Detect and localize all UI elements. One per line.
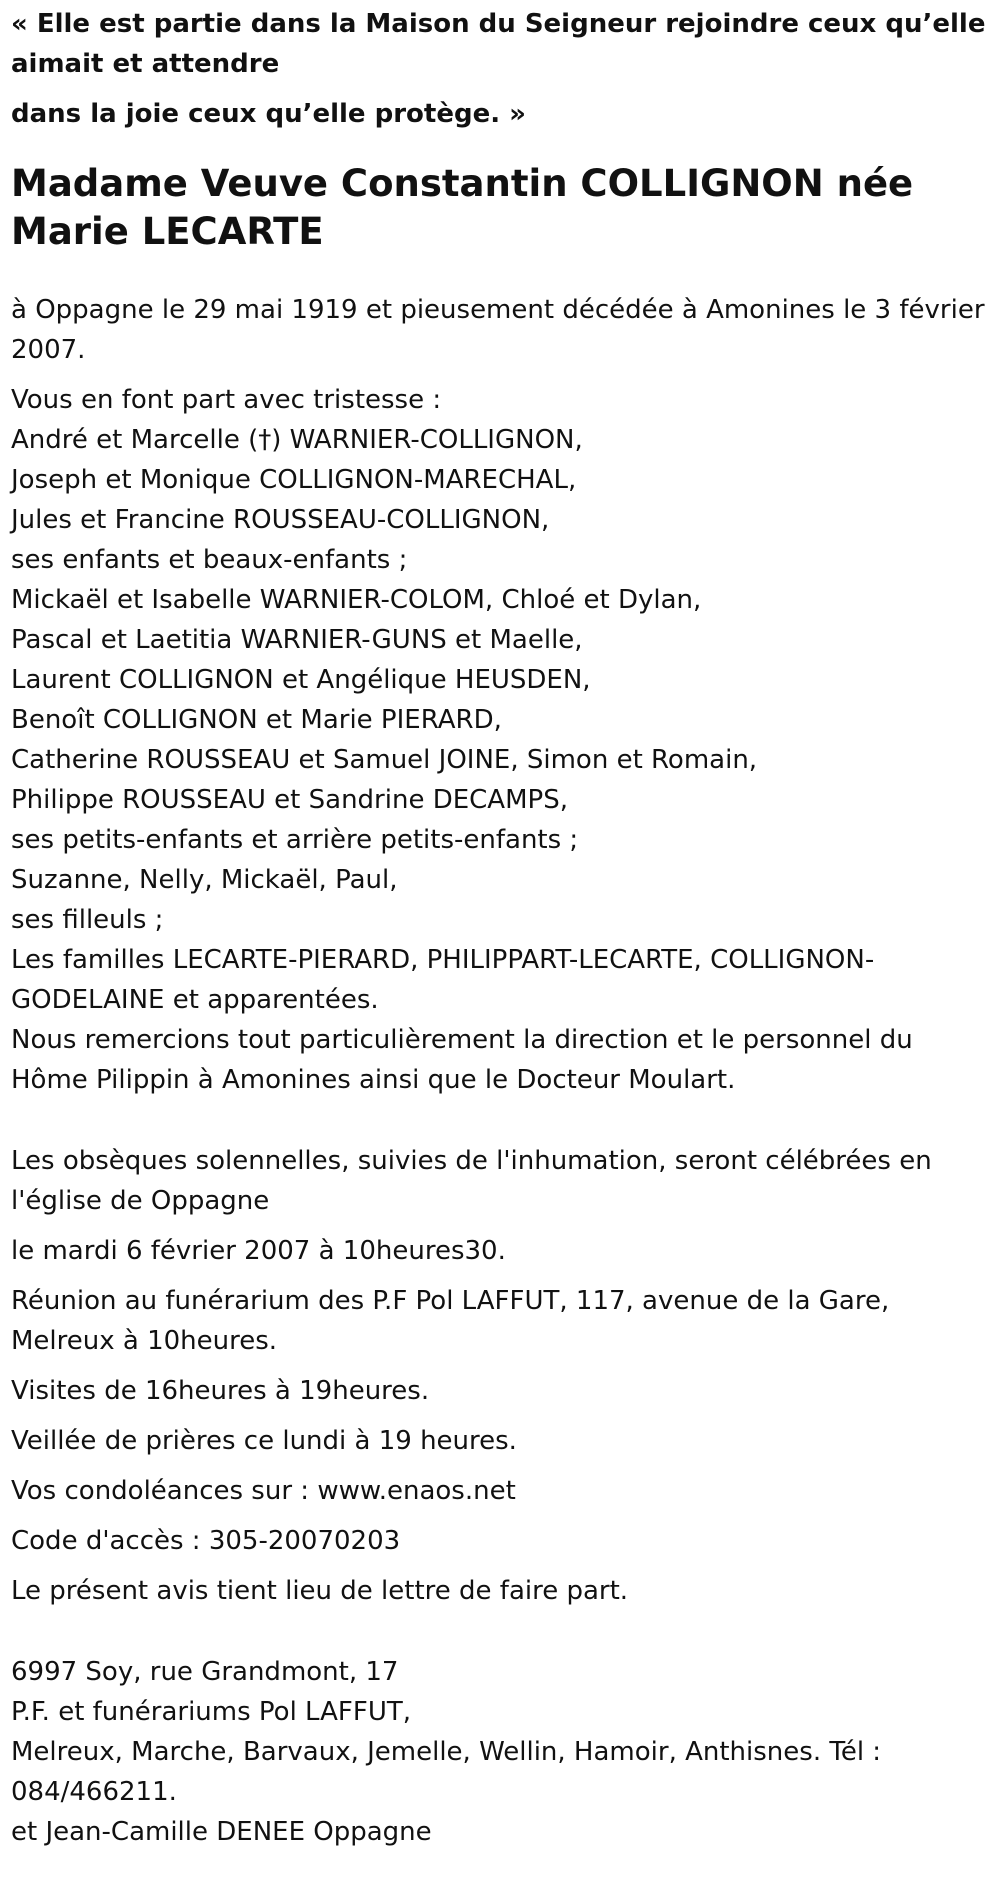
deceased-name-title: Madame Veuve Constantin COLLIGNON née Marie LECARTE <box>11 162 914 253</box>
family-line: Suzanne, Nelly, Mickaël, Paul, <box>11 865 398 895</box>
funeral-details: Les obsèques solennelles, suivies de l'inhumation, seront célébrées en l'église de Oppagne <box>11 1146 932 1216</box>
address-line: P.F. et funérariums Pol LAFFUT, <box>11 1697 412 1727</box>
family-line: Les familles LECARTE-PIERARD, PHILIPPART-LECARTE, COLLIGNON-GODELAINE et apparentées. <box>11 945 875 1015</box>
family-line: André et Marcelle (†) WARNIER-COLLIGNON, <box>11 425 583 455</box>
family-line: Joseph et Monique COLLIGNON-MARECHAL, <box>11 465 577 495</box>
quote-line-2: dans la joie ceux qu’elle protège. » <box>11 99 526 129</box>
family-line: Mickaël et Isabelle WARNIER-COLOM, Chloé et Dylan, <box>11 585 702 615</box>
prayer-vigil: Veillée de prières ce lundi à 19 heures. <box>11 1426 517 1456</box>
access-code: Code d'accès : 305-20070203 <box>11 1526 401 1556</box>
address-line: Melreux, Marche, Barvaux, Jemelle, Wellin, Hamoir, Anthisnes. Tél : 084/466211. <box>11 1737 882 1807</box>
address-line: et Jean-Camille DENEE Oppagne <box>11 1817 432 1847</box>
family-line: Benoît COLLIGNON et Marie PIERARD, <box>11 705 502 735</box>
family-line: Nous remercions tout particulièrement la direction et le personnel du Hôme Pilippin à Amonines ainsi que le Docteur Moulart. <box>11 1025 913 1095</box>
family-line: Jules et Francine ROUSSEAU-COLLIGNON, <box>11 505 550 535</box>
funeral-date: le mardi 6 février 2007 à 10heures30. <box>11 1236 506 1266</box>
family-line: Laurent COLLIGNON et Angélique HEUSDEN, <box>11 665 591 695</box>
birth-death-intro: à Oppagne le 29 mai 1919 et pieusement décédée à Amonines le 3 février 2007. <box>11 295 985 365</box>
family-line: Philippe ROUSSEAU et Sandrine DECAMPS, <box>11 785 568 815</box>
meeting-info: Réunion au funérarium des P.F Pol LAFFUT, 117, avenue de la Gare, Melreux à 10heures. <box>11 1286 890 1356</box>
address-line: 6997 Soy, rue Grandmont, 17 <box>11 1657 399 1687</box>
family-line: ses filleuls ; <box>11 905 164 935</box>
family-line: Catherine ROUSSEAU et Samuel JOINE, Simon et Romain, <box>11 745 758 775</box>
family-line: Vous en font part avec tristesse : <box>11 385 442 415</box>
visiting-hours: Visites de 16heures à 19heures. <box>11 1376 430 1406</box>
family-line: ses enfants et beaux-enfants ; <box>11 545 408 575</box>
family-line: Pascal et Laetitia WARNIER-GUNS et Maelle, <box>11 625 583 655</box>
address-block <box>11 1652 989 1852</box>
family-line: ses petits-enfants et arrière petits-enfants ; <box>11 825 579 855</box>
condolences-website: Vos condoléances sur : www.enaos.net <box>11 1476 516 1506</box>
notice-statement: Le présent avis tient lieu de lettre de faire part. <box>11 1576 629 1606</box>
family-announcement <box>11 380 989 1100</box>
quote-line-1: « Elle est partie dans la Maison du Seigneur rejoindre ceux qu’elle aimait et attendre <box>11 9 986 79</box>
